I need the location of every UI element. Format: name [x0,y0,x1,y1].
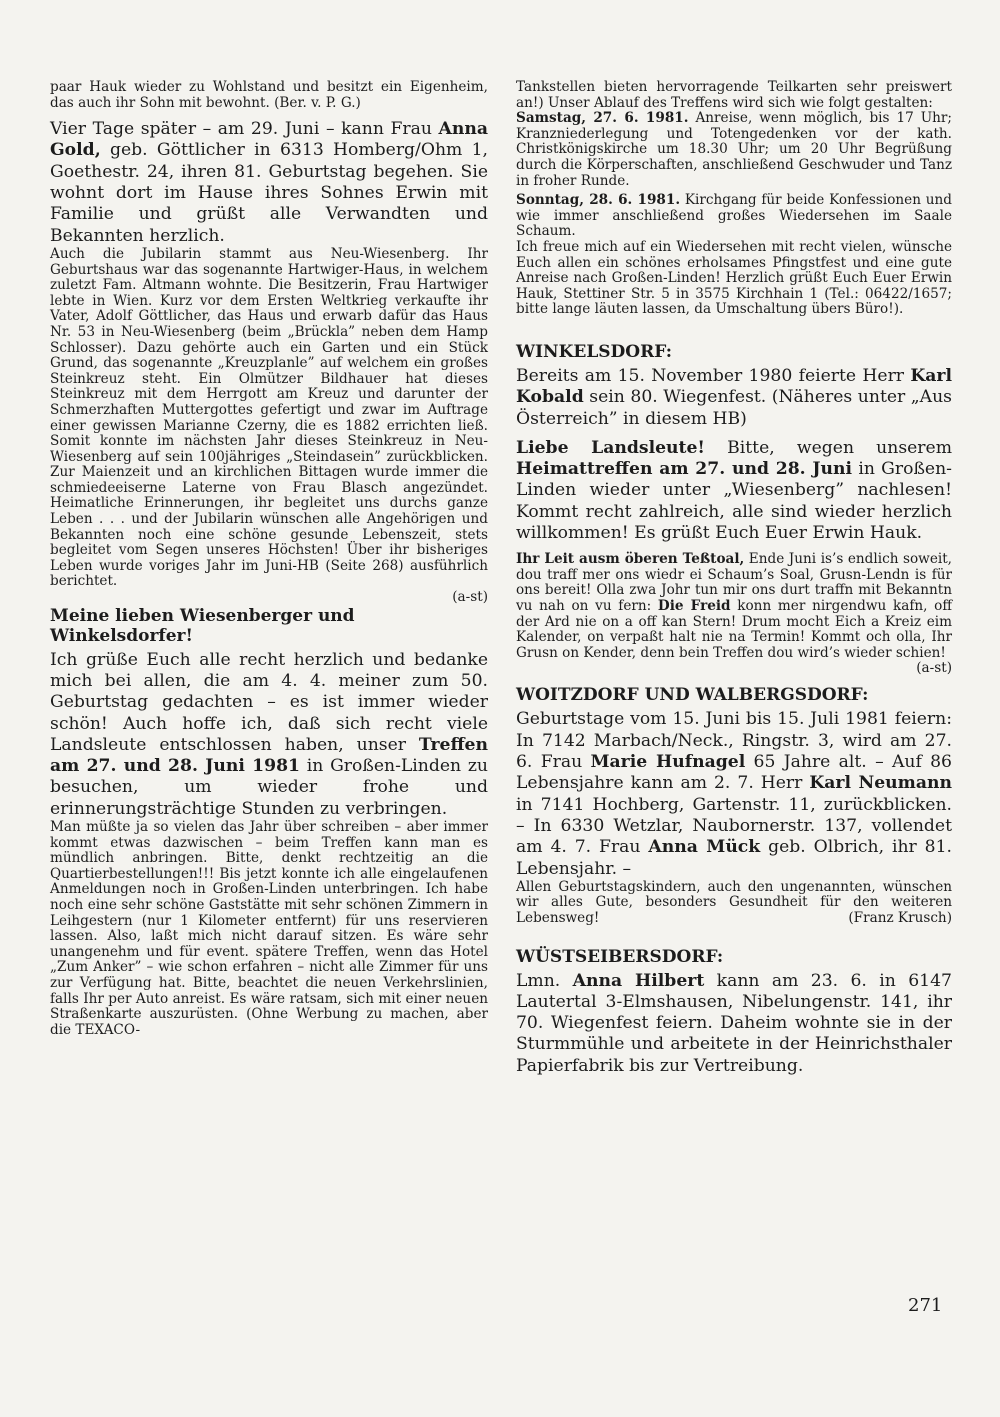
text: kann am 23. 6. in 6147 Lautertal 3-Elmshausen, Nibelungenstr. 141, ihr 70. Wiegenfest feiern. Daheim wohnte sie in der Sturmmühle und arbeitete in der Heinrichsthaler Papierfabrik bis zur Vertreibung. [516,970,952,1076]
paragraph-karl-kobald [516,366,952,430]
paragraph-anna-gold-birthday [50,119,488,247]
right-column [516,80,952,1077]
text: Ich grüße Euch alle recht herzlich und bedanke mich bei allen, die am 4. 4. meiner zum 50. Geburtstag gedachten – es ist immer wieder schön! Auch hoffe ich, daß sich recht viele Landsleute entschlossen haben, unser [50,649,488,755]
text: Kirchgang für beide Konfessionen und wie immer anschließend großes Wiedersehen im Saale Schaum. [516,192,952,240]
text: in Großen-Linden wieder unter „Wiesenberg” nachlesen! Kommt recht zahlreich, alle sind wieder herzlich willkommen! Es grüßt Euch Euer Erwin Hauk. [516,459,952,543]
signature-franz-krusch: (Franz Krusch) [848,910,952,926]
samstag-label: Samstag, 27. 6. 1981. [516,110,689,127]
paragraph-steinkreuz-story: Auch die Jubilarin stammt aus Neu-Wiesenberg. Ihr Geburtshaus war das sogenannte Hartwiger-Haus, in welchem zuletzt Fam. Altmann wohnte. Die Besitzerin, Frau Hartwiger lebte in Wien. Kurz vor dem Ersten Weltkrieg verkaufte ihr Vater, Adolf Göttlicher, das Haus und erwarb dafür das Haus Nr. 53 in Neu-Wiesenberg (beim „Brückla” neben dem Hamp Schlosser). Dazu gehörte auch ein Garten und ein Stück Grund, das sogenannte „Kreuzplanle” auf welchem ein großes Steinkreuz steht. Ein Olmützer Bildhauer hat dieses Steinkreuz mit dem Herrgott am Kreuz und darunter der Schmerzhaften Muttergottes gefertigt und zwar im Auftrage einer gewissen Marianne Czerny, die es 1882 errichten ließ. Somit konnte im nächsten Jahr dieses Steinkreuz in Neu-Wiesenberg auf sein 100jähriges „Steindasein” zurückblicken. Zur Maienzeit und an kirchlichen Bittagen wurde immer die schmiedeeiserne Laterne von Frau Blasch angezündet. Heimatliche Erinnerungen, ihr begleitet uns durchs ganze Leben . . . und der Jubilarin wünschen alle Angehörigen und Bekannten noch eine schöne gesunde Lebenszeit, stets begleitet vom Segen unseres Höchsten! Über ihr bisheriges Leben wurde voriges Jahr im Juni-HB (Seite 268) ausführlich berichtet. [50,245,488,590]
paragraph-liebe-landsleute [516,438,952,544]
paragraph-birthdays-list [516,709,952,879]
text: Lmn. [516,970,573,991]
left-column [50,80,488,1038]
die-freid: Die Freid [657,598,731,615]
text: geb. Göttlicher in 6313 Homberg/Ohm 1, Goethestr. 24, ihren 81. Geburtstag begehen. Sie wohnt dort im Hause ihres Sohnes Erwin mit Familie und grüßt alle Verwandten und Bekannten herzlich. [50,140,488,246]
heading-wiesenberger-winkelsdorfer: Meine lieben Wiesenberger und Winkelsdorfer! [50,605,355,646]
name-anna-mueck: Anna Mück [648,837,761,858]
liebe-landsleute-label: Liebe Landsleute! [516,437,705,458]
paragraph-quartier-info: Man müßte ja so vielen das Jahr über schreiben – aber immer kommt etwas dazwischen – beim Treffen kann man es mündlich anbringen. Bitte, denkt rechtzeitig an die Quartierbestellungen!!! Bis jetzt konnte ich alle eingelaufenen Anmeldungen noch in Großen-Linden unterbringen. Ich habe noch eine sehr schöne Gaststätte mit sehr schönen Zimmern in Leihgestern (nur 1 Kilometer entfernt) für uns reservieren lassen. Also, laßt mich nicht darauf sitzen. Es wäre sehr unangenehm und für event. spätere Treffen, wenn das Hotel „Zum Anker” – wie schon erfahren – nicht alle Zimmer für uns zur Verfügung hat. Bitte, beachtet die neuen Verkehrslinien, falls Ihr per Auto anreist. Es wäre ratsam, sich mit einer neuen Straßenkarte auszurüsten. (Ohne Werbung zu machen, aber die TEXACO- [50,819,488,1038]
text: in Großen-Linden zu besuchen, um wieder frohe und erinnerungsträchtige Stunden zu verbringen. [50,756,488,819]
name-marie-hufnagel: Marie Hufnagel [590,752,746,773]
text: Bereits am 15. November 1980 feierte Herr [516,365,911,386]
paragraph-birthday-wishes [516,880,952,927]
paragraph-hauk-continuation: paar Hauk wieder zu Wohlstand und besitzt ein Eigenheim, das auch ihr Sohn mit bewohnt. (Ber. v. P. G.) [50,79,488,111]
text: 65 Jahre alt. – Auf 86 Lebensjahre kann am 2. 7. Herr [516,752,952,794]
text: in 7141 Hochberg, Gartenstr. 11, zurückblicken. – In 6330 Wetzlar, Naubornerstr. 137, vollendet am 4. 7. Frau [516,794,952,858]
text: Vier Tage später – am 29. Juni – kann Frau [50,119,439,140]
poem-opening: Ihr Leit ausm öberen Teßtoal, [516,551,745,568]
text: geb. Olbrich, ihr 81. Lebensjahr. – [516,837,953,879]
name-karl-neumann: Karl Neumann [809,773,952,794]
treffen-date: Treffen am 27. und 28. Juni 1981 [50,734,488,777]
text: Ende Juni is’s endlich soweit, dou traff mer ons wiedr ei Schaum’s Soal, Grusn-Lendn is für ons bereit! Olla zwa Johr tun mir ons durt traffn mit Bekanntn vu nah on vu fern: [516,551,952,615]
text: konn mer nirgendwu kafn, off der Ard nie on a off kan Stern! Drum mocht Eich a Kreiz eim Kalender, on verpaßt halt nie na Termin! Kommt och olla, Ihr Grusn on Kender, denn bein Treffen dou wird’s wieder schien! [516,598,952,661]
text: Bitte, wegen unserem [704,437,952,458]
sonntag-label: Sonntag, 28. 6. 1981. [516,192,681,209]
text: Geburtstage vom 15. Juni bis 15. Juli 1981 feiern: In 7142 Marbach/Neck., Ringstr. 3, wird am 27. 6. Frau [516,709,952,773]
text: Anreise, wenn möglich, bis 17 Uhr; Kranzniederlegung und Totengedenken vor der kath. Christkönigskirche um 18.30 Uhr; um 20 Uhr Begrüßung durch die Körperschaften, anschließend Geschwuder und Tanz in froher Runde. [516,110,952,189]
paragraph-greeting-treffen [50,650,488,820]
heading-winkelsdorf: WINKELSDORF: [516,341,672,362]
paragraph-sonntag-schedule [516,193,952,240]
paragraph-erwin-hauk-greeting: Ich freue mich auf ein Wiedersehen mit recht vielen, wünsche Euch allen ein schönes erholsames Pfingstfest und eine gute Anreise nach Großen-Linden! Herzlich grüßt Euch Euer Erwin Hauk, Stettiner Str. 5 in 3575 Kirchhain 1 (Tel.: 06422/1657; bitte lange läuten lassen, da Umschaltung übers Büro!). [516,238,952,318]
paragraph-anna-hilbert [516,971,952,1077]
paragraph-samstag-schedule [516,111,952,189]
signature-a-st-2: (a-st) [916,660,952,677]
name-anna-hilbert: Anna Hilbert [572,970,705,991]
paragraph-tankstellen: Tankstellen bieten hervorragende Teilkarten sehr preiswert an!) Unser Ablauf des Treffens wird sich wie folgt gestalten: [516,79,952,111]
text: sein 80. Wiegenfest. (Näheres unter „Aus Österreich” in diesem HB) [516,387,952,429]
signature-a-st: (a-st) [452,589,488,606]
heimattreffen-date: Heimattreffen am 27. und 28. Juni [516,459,853,480]
heading-woitzdorf-walbergsdorf: WOITZDORF UND WALBERGSDORF: [516,685,869,706]
page-number: 271 [908,1295,943,1316]
paragraph-dialect-poem [516,551,952,677]
name-anna-gold: Anna Gold, [50,119,488,161]
text: Allen Geburtstagskindern, auch den ungenannten, wünschen wir alles Gute, besonders Gesundheit für den weiteren Lebensweg! [516,878,952,926]
heading-wuestseibersdorf: WÜSTSEIBERSDORF: [516,946,724,967]
name-karl-kobald: Karl Kobald [516,365,952,408]
